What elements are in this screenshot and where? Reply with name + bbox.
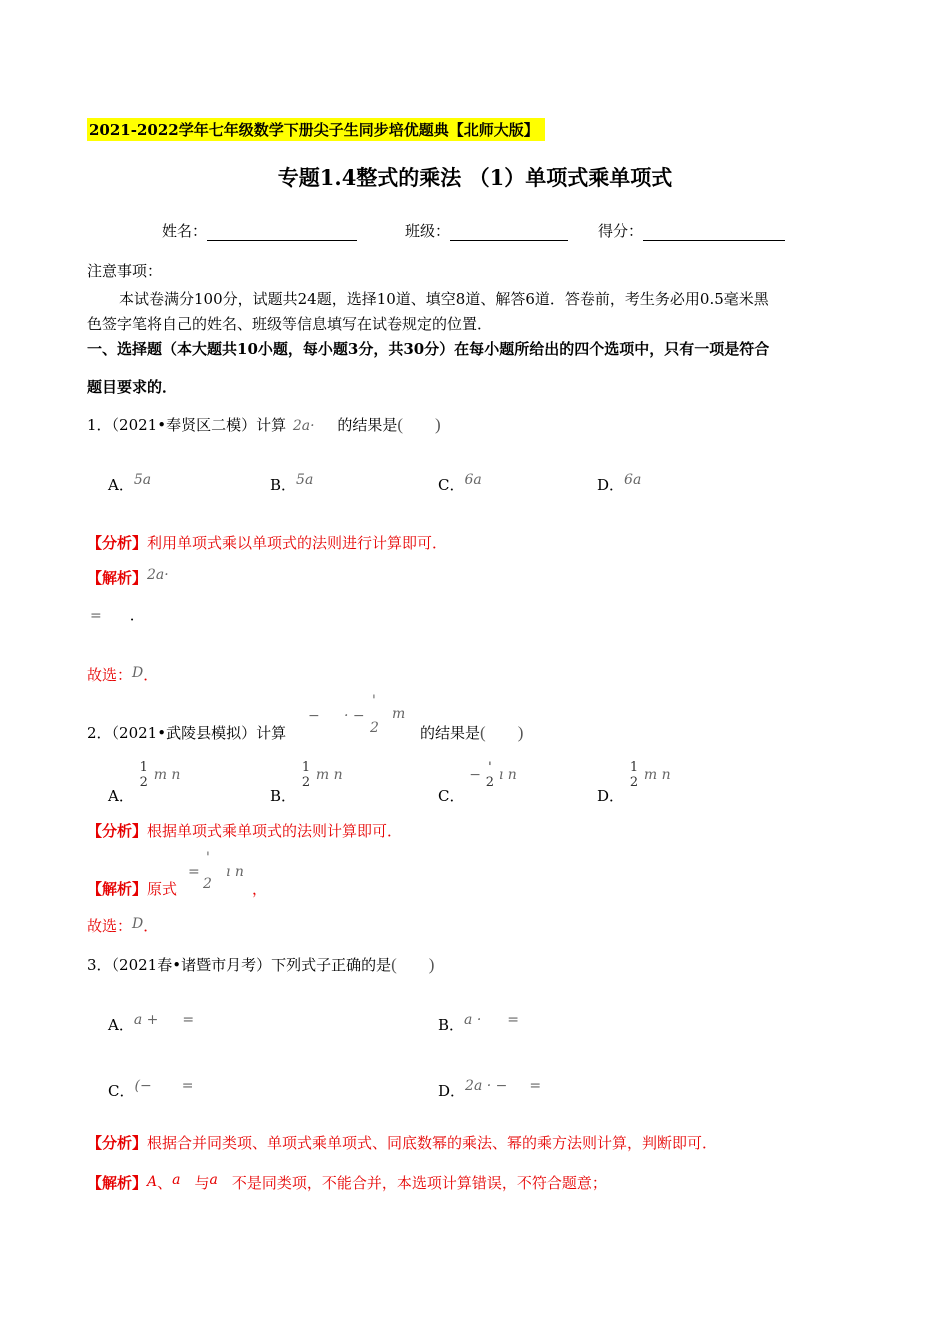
- q2-expr-m: m: [392, 706, 406, 722]
- q2-solution-den: 2: [203, 876, 212, 892]
- class-blank: [450, 226, 568, 241]
- q2-stem-end: 的结果是( ): [420, 723, 524, 742]
- name-label: 姓名：: [162, 222, 208, 240]
- class-label: 班级：: [405, 222, 451, 240]
- q2-solution-tail: ı n: [226, 864, 244, 880]
- q3-option-d: D．2a · − =: [438, 1078, 542, 1100]
- notice-heading: 注意事项：: [87, 262, 163, 280]
- q1-solution-equals: = ．: [90, 606, 145, 624]
- document-header: 2021-2022学年七年级数学下册尖子生同步培优题典【北师大版】: [87, 118, 545, 141]
- q3-option-c: C．(− =: [108, 1078, 194, 1100]
- q3-option-a: A．a + =: [108, 1012, 195, 1034]
- question-2-stem: [87, 722, 286, 743]
- q2-solution: 【解析】原式: [87, 880, 178, 898]
- q1-analysis-tag: 【分析】: [87, 534, 148, 552]
- q1-answer: 故选：D．: [87, 665, 159, 684]
- q2-solution-eq: =: [188, 864, 200, 880]
- score-blank: [643, 226, 785, 241]
- q1-solution-tag: 【解析】: [87, 569, 148, 587]
- q2-solution-end: ，: [252, 880, 268, 898]
- question-1-stem: [87, 414, 441, 435]
- q3-option-b: B．a · =: [438, 1012, 520, 1034]
- q2-option-b: B． 1 2 m n: [270, 760, 343, 805]
- q1-stem-text: 1．（2021•奉贤区二模）计算: [87, 416, 287, 434]
- score-field: [598, 220, 785, 241]
- question-3-stem: 3．（2021春•诸暨市月考）下列式子正确的是( ): [87, 955, 435, 974]
- section-heading-line-1: 一、选择题（本大题共10小题，每小题3分，共30分）在每小题所给出的四个选项中，只有一项是符合: [87, 340, 770, 358]
- q2-analysis: 【分析】根据单项式乘单项式的法则计算即可．: [87, 822, 403, 840]
- q1-paren-close: ): [435, 415, 441, 434]
- q2-expr-frac-num: ': [372, 693, 376, 709]
- section-heading-line-2: 题目要求的．: [87, 378, 178, 396]
- q2-expr-minus: −: [308, 708, 320, 724]
- q3-solution: 【解析】A、a 与a 不是同类项，不能合并，本选项计算错误，不符合题意；: [87, 1172, 607, 1192]
- q1-option-d: D．6a: [597, 472, 642, 494]
- page-title: 专题1.4整式的乘法 （1）单项式乘单项式: [277, 165, 673, 190]
- q2-expr-dot: · −: [344, 708, 365, 724]
- q2-option-c: C． − ' 2 ı n: [438, 760, 517, 805]
- score-label: 得分：: [598, 222, 644, 240]
- q1-analysis: 【分析】利用单项式乘以单项式的法则进行计算即可．: [87, 534, 448, 552]
- q1-stem-end: 的结果是: [337, 416, 398, 434]
- q2-solution-num: ': [206, 850, 210, 866]
- q1-paren-open: (: [397, 415, 404, 434]
- q1-option-b: B．5a: [270, 472, 314, 494]
- q2-answer: 故选：D．: [87, 916, 159, 935]
- name-blank: [207, 226, 357, 241]
- q2-expr-frac-den: 2: [370, 720, 379, 736]
- class-field: [405, 220, 568, 241]
- q3-analysis: 【分析】根据合并同类项、单项式乘单项式、同底数幂的乘法、幂的乘方法则计算，判断即可．: [87, 1134, 718, 1152]
- notice-line-1: 本试卷满分100分，试题共24题，选择10道、填空8道、解答6道．答卷前，考生务必用0.5毫米黑: [119, 290, 769, 308]
- q1-option-c: C．6a: [438, 472, 482, 494]
- q1-expression: 2a·: [292, 418, 315, 434]
- q2-stem-text: 2．（2021•武陵县模拟）计算: [87, 724, 287, 742]
- q1-solution: 【解析】2a·: [87, 567, 169, 587]
- q2-option-a: A． 1 2 m n: [108, 760, 181, 805]
- notice-line-2: 色签字笔将自己的姓名、班级等信息填写在试卷规定的位置．: [87, 315, 493, 333]
- q2-option-d: D． 1 2 m n: [597, 760, 671, 805]
- name-field: [162, 220, 357, 241]
- q1-option-a: A．5a: [108, 472, 152, 494]
